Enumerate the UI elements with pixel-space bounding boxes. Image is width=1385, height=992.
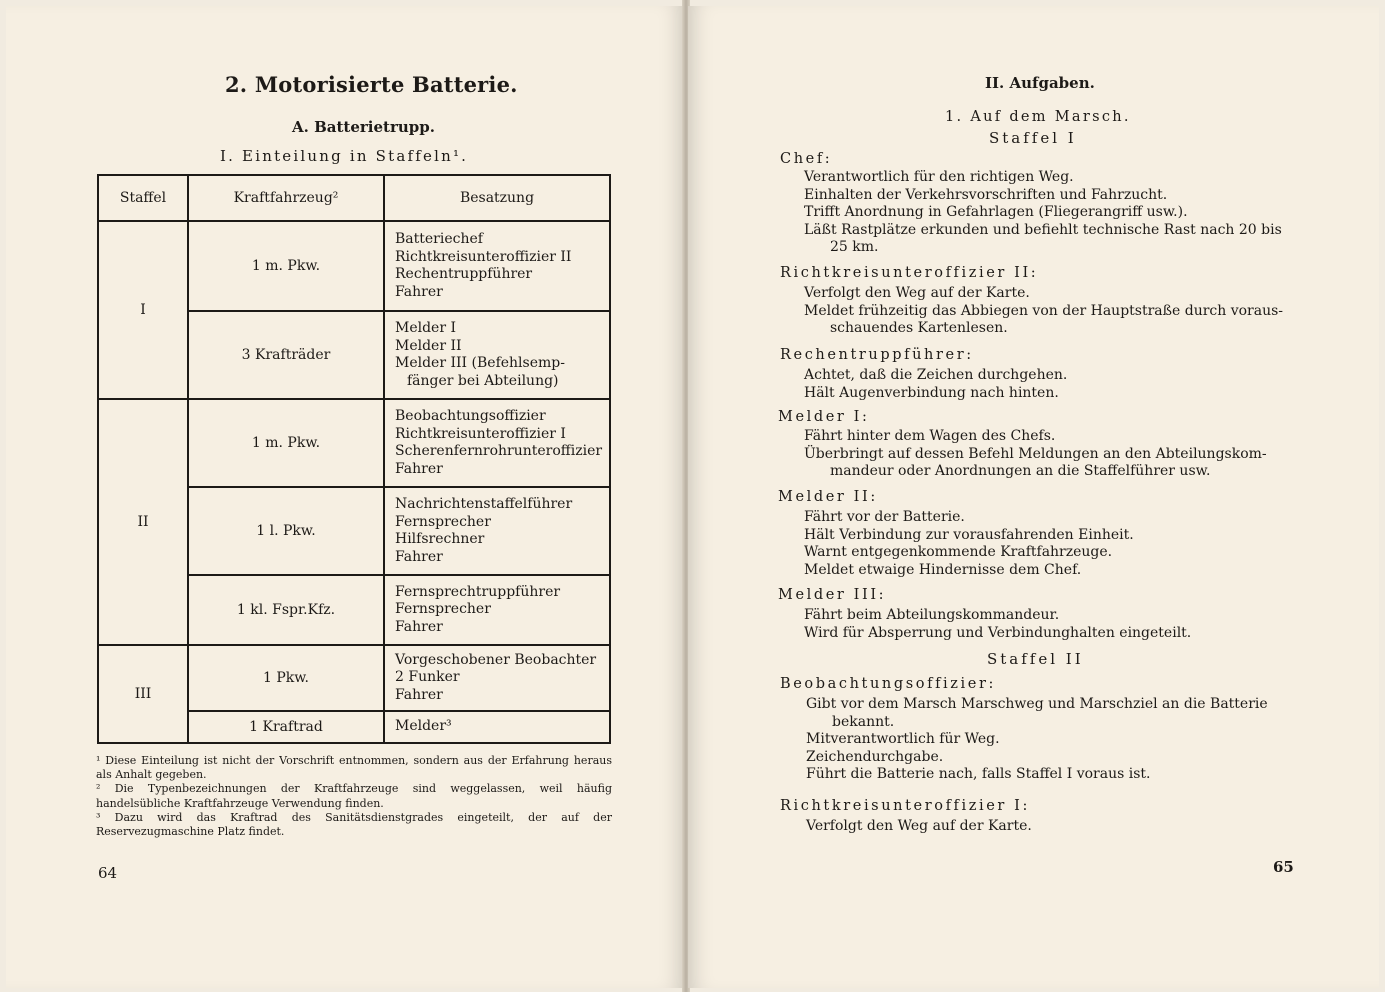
vehicle-cell: 1 Pkw. [188,645,384,711]
staffel-cell: II [98,399,188,645]
crew-member: Fahrer [395,548,443,565]
footnote: ² Die Typenbezeichnungen der Kraftfahrzeuge sind weggelassen, weil häufig handelsübliche Kraftfahrzeuge Verwendung finden. [96,782,612,810]
duty-item: Gibt vor dem Marsch Marschweg und Marschziel an die Batterie [806,696,1268,712]
header-crew: Besatzung [384,175,610,221]
role-label: Beobachtungsoffizier: [780,676,996,692]
role-label: Melder II: [778,489,878,505]
table-row [98,399,610,487]
page-title: 2. Motorisierte Batterie. [225,72,518,97]
crew-member: Melder II [395,337,462,354]
vehicle-cell: 1 l. Pkw. [188,487,384,575]
duty-item: bekannt. [832,713,895,730]
subsection-title: 1. Auf dem Marsch. [945,109,1131,125]
vehicle-cell: 1 kl. Fspr.Kfz. [188,575,384,645]
staffel-heading: Staffel I [989,129,1077,147]
crew-member: Melder I [395,320,457,336]
crew-member: Batteriechef [395,231,483,247]
staffel-heading: Staffel II [987,650,1084,668]
staffel-cell: III [98,645,188,743]
duty-list [804,169,1282,257]
duty-item: Fährt beim Abteilungskommandeur. [804,607,1060,623]
crew-member: Fernsprecher [395,513,491,530]
crew-member: Beobachtungsoffizier [395,408,546,424]
crew-cell [384,311,610,399]
footnotes [96,754,612,839]
crew-cell [384,487,610,575]
crew-member: Vorgeschobener Beobachter [395,651,597,668]
crew-member: Fahrer [395,686,443,703]
page-number-left: 64 [98,864,118,882]
duty-item: Achtet, daß die Zeichen durchgehen. [804,367,1068,383]
duty-item: mandeur oder Anordnungen an die Staffelführer usw. [830,463,1211,480]
duty-item: Meldet frühzeitig das Abbiegen von der Hauptstraße durch voraus- [804,302,1284,319]
duty-list [804,285,1283,338]
duty-item: Fährt vor der Batterie. [804,509,965,525]
subsection-title: A. Batterietrupp. [292,118,435,136]
vehicle-cell: 3 Krafträder [188,311,384,399]
chapter-title: II. Aufgaben. [985,74,1095,92]
crew-member: Scherenfernrohrunteroffizier [395,443,603,459]
duty-list [804,367,1067,402]
header-vehicle: Kraftfahrzeug² [188,175,384,221]
duty-item: Fährt hinter dem Wagen des Chefs. [804,428,1056,444]
duty-list [806,818,1032,836]
duty-item: Trifft Anordnung in Gefahrlagen (Fliegerangriff usw.). [804,204,1188,221]
duty-item: Zeichendurchgabe. [806,748,944,765]
duty-item: Meldet etwaige Hindernisse dem Chef. [804,561,1082,578]
table-header-row [98,175,610,221]
crew-member: 2 Funker [395,669,460,686]
crew-member: fänger bei Abteilung) [407,372,559,389]
crew-member: Fahrer [395,283,443,300]
crew-cell [384,575,610,645]
duty-item: Warnt entgegenkommende Kraftfahrzeuge. [804,544,1113,561]
duty-item: Verantwortlich für den richtigen Weg. [804,169,1074,185]
role-label: Melder I: [778,409,870,425]
role-label: Melder III: [778,587,887,603]
crew-member: Richtkreisunteroffizier I [395,425,566,442]
crew-member: Nachrichtenstaffelführer [395,496,573,512]
page-number-right: 65 [1273,858,1294,876]
duty-item: Wird für Absperrung und Verbindunghalten eingeteilt. [804,624,1192,641]
staffel-table [97,174,611,744]
crew-member: Melder³ [395,718,452,735]
duty-item: 25 km. [830,239,879,256]
duty-item: Verfolgt den Weg auf der Karte. [804,285,1030,301]
role-label: Richtkreisunteroffizier I: [780,798,1030,814]
crew-member: Fahrer [395,618,443,635]
role-label: Rechentruppführer: [780,347,974,363]
duty-list [804,509,1134,579]
crew-cell [384,645,610,711]
table-row [98,645,610,711]
duty-item: Führt die Batterie nach, falls Staffel I voraus ist. [806,766,1151,783]
duty-item: Einhalten der Verkehrsvorschriften und Fahrzucht. [804,186,1168,203]
duty-item: Hält Verbindung zur vorausfahrenden Einheit. [804,526,1134,543]
crew-member: Rechentruppführer [395,266,533,282]
crew-cell [384,711,610,743]
vehicle-cell: 1 Kraftrad [188,711,384,743]
role-label: Chef: [780,151,833,167]
crew-member: Fahrer [395,460,443,477]
footnote: ³ Dazu wird das Kraftrad des Sanitätsdienstgrades eingeteilt, der auf der Reservezugmaschine Platz findet. [96,810,612,839]
crew-member: Fernsprecher [395,601,491,618]
crew-member: Hilfsrechner [395,531,485,547]
crew-member: Melder III (Befehlsemp- [395,355,565,371]
footnote: ¹ Diese Einteilung ist nicht der Vorschrift entnommen, sondern aus der Erfahrung heraus als Anhalt gegeben. [96,754,612,782]
duty-item: Läßt Rastplätze erkunden und befiehlt technische Rast nach 20 bis [804,221,1282,238]
role-label: Richtkreisunteroffizier II: [780,265,1039,281]
section-heading: I. Einteilung in Staffeln¹. [220,147,469,165]
duty-item: Mitverantwortlich für Weg. [806,731,1000,748]
duty-list [804,607,1191,642]
header-staffel: Staffel [98,175,188,221]
duty-list [804,428,1267,481]
duty-list [806,696,1268,784]
crew-member: Fernsprechtruppführer [395,583,561,600]
duty-item: Überbringt auf dessen Befehl Meldungen an den Abteilungskom- [804,445,1267,462]
vehicle-cell: 1 m. Pkw. [188,399,384,487]
duty-item: Verfolgt den Weg auf der Karte. [806,818,1032,834]
duty-item: schauendes Kartenlesen. [830,320,1008,337]
duty-item: Hält Augenverbindung nach hinten. [804,384,1059,401]
vehicle-cell: 1 m. Pkw. [188,221,384,311]
staffel-cell: I [98,221,188,399]
table-row [98,221,610,311]
crew-cell [384,399,610,487]
crew-cell [384,221,610,311]
crew-member: Richtkreisunteroffizier II [395,248,572,265]
